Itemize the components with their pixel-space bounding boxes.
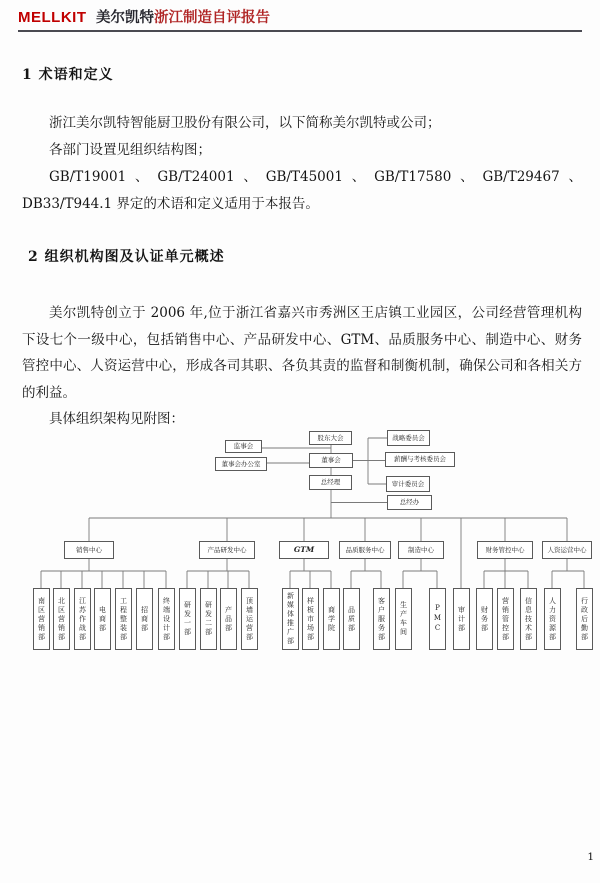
org-node-board: 董事会 <box>309 453 353 468</box>
org-node-strategy_committee: 战略委员会 <box>387 430 430 446</box>
org-node-shareholders: 股东大会 <box>309 431 352 445</box>
org-center-gtm: GTM <box>279 541 329 559</box>
org-dept-box: 营销管控部 <box>497 588 514 650</box>
org-dept-box: 客户服务部 <box>373 588 390 650</box>
org-dept-box: 工程整装部 <box>115 588 132 650</box>
org-dept-box: 产品部 <box>220 588 237 650</box>
org-dept-box: 样板市场部 <box>302 588 319 650</box>
section-1-body <box>22 110 582 218</box>
org-dept-box: PMC <box>429 588 446 650</box>
page-header <box>18 6 582 32</box>
org-dept-box: 新媒体推广部 <box>282 588 299 650</box>
org-dept-box: 财务部 <box>476 588 493 650</box>
org-center-hr: 人资运营中心 <box>542 541 592 559</box>
org-dept-box: 信息技术部 <box>520 588 537 650</box>
org-dept-box: 终端设计部 <box>158 588 175 650</box>
page-number: 1 <box>587 851 594 863</box>
org-dept-box: 顶墙运营部 <box>241 588 258 650</box>
org-node-gm_office: 总经办 <box>387 495 432 510</box>
org-center-quality: 品质服务中心 <box>339 541 391 559</box>
org-dept-box: 研发一部 <box>179 588 196 650</box>
header-report-title: 浙江制造自评报告 <box>153 10 270 26</box>
brand-logo-text: MELLKIT <box>18 9 87 26</box>
org-node-board_office: 董事会办公室 <box>215 457 267 471</box>
paragraph-company-overview: 美尔凯特创立于 2006 年,位于浙江省嘉兴市秀洲区王店镇工业园区，公司经营管理机构下设七个一级中心，包括销售中心、产品研发中心、GTM、品质服务中心、制造中心、财务管控中心、人资运营中心，形成各司其职、各负其责的监督和制衡机制，确保公司和各相关方的利益。 <box>22 305 582 401</box>
paragraph-standards-list: GB/T19001、GB/T24001、GB/T45001、GB/T17580、GB/T29467、DB33/T944.1 界定的术语和定义适用于本报告。 <box>22 169 582 212</box>
org-dept-box: 人力资源部 <box>544 588 561 650</box>
org-center-sales: 销售中心 <box>64 541 114 559</box>
org-node-general_manager: 总经理 <box>309 475 352 490</box>
org-dept-box: 江苏作战部 <box>74 588 91 650</box>
org-dept-box: 北区营销部 <box>53 588 70 650</box>
org-dept-box: 招商部 <box>136 588 153 650</box>
org-dept-box: 南区营销部 <box>33 588 50 650</box>
org-dept-box: 商学院 <box>323 588 340 650</box>
section-2-heading: 2 组织机构图及认证单元概述 <box>28 249 225 265</box>
org-dept-box: 电商部 <box>94 588 111 650</box>
section-2-body <box>22 300 582 433</box>
paragraph-org-figure-note: 具体组织架构见附图： <box>49 411 184 427</box>
org-center-rnd: 产品研发中心 <box>199 541 255 559</box>
org-dept-box: 品质部 <box>343 588 360 650</box>
org-dept-box: 研发二部 <box>200 588 217 650</box>
section-1-heading: 1 术语和定义 <box>22 67 114 83</box>
org-dept-box: 行政后勤部 <box>576 588 593 650</box>
paragraph-departments-note: 各部门设置见组织结构图； <box>49 142 211 158</box>
paragraph-company-definition: 浙江美尔凯特智能厨卫股份有限公司，以下简称美尔凯特或公司； <box>49 115 441 131</box>
org-node-audit_committee: 审计委员会 <box>386 476 430 492</box>
org-center-manufacturing: 制造中心 <box>398 541 444 559</box>
org-center-finance: 财务管控中心 <box>477 541 533 559</box>
org-node-compensation_committee: 薪酬与考核委员会 <box>385 452 455 467</box>
org-node-supervisory_board: 监事会 <box>225 440 262 453</box>
header-company-name: 美尔凯特 <box>95 10 154 26</box>
org-dept-box: 生产车间 <box>395 588 412 650</box>
org-dept-box-audit: 审计部 <box>453 588 470 650</box>
org-chart <box>0 418 600 673</box>
